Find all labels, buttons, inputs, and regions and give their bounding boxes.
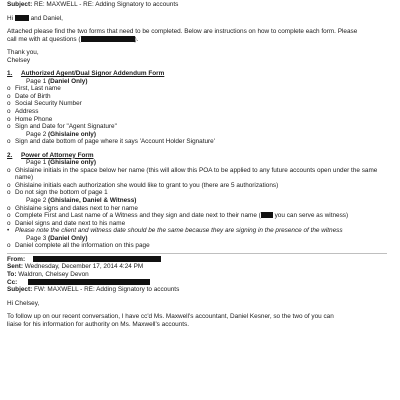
bullet-dot-icon: •	[7, 227, 10, 235]
redacted-phone	[81, 36, 135, 42]
page-label-text: Page 2	[26, 197, 47, 205]
list-item-text: Do not sign the bottom of page 1	[15, 189, 108, 197]
subject-text: RE: MAXWELL - RE: Adding Signatory to accounts	[34, 1, 179, 8]
page-label-text: Page 3	[26, 234, 47, 242]
page-label-text: Page 1	[26, 77, 47, 85]
section-1-page-2-label	[7, 131, 393, 139]
bullet-circle-icon: o	[7, 242, 11, 250]
bullet-circle-icon: o	[7, 115, 11, 123]
bullet-circle-icon: o	[7, 181, 11, 189]
page-who-text: (Ghislaine only)	[48, 130, 96, 138]
bullet-circle-icon: o	[7, 219, 11, 227]
intro-line-2-pre: call me with at questions (	[7, 35, 81, 43]
list-item-text: Social Security Number	[15, 100, 82, 108]
list-item-text: Home Phone	[15, 115, 53, 123]
subject-label: Subject:	[7, 286, 33, 294]
list-item	[7, 85, 393, 93]
redacted-sender	[33, 256, 161, 262]
subject-line-2	[7, 286, 393, 294]
bullet-circle-icon: o	[7, 92, 11, 100]
sent-label: Sent:	[7, 263, 23, 271]
body-line-1: To follow up on our recent conversation, I have cc'd Ms. Maxwell's accountant, Daniel Kesner, so the two of you can	[7, 313, 334, 321]
list-item-text: Sign and date bottom of page where it says 'Account Holder Signature'	[15, 138, 215, 146]
from-label: From:	[7, 255, 26, 263]
section-2-page-2-label	[7, 197, 393, 205]
list-item	[7, 220, 393, 228]
section-2-page-3-label	[7, 235, 393, 243]
page-who-text: (Ghislaine only)	[48, 159, 96, 167]
bullet-circle-icon: o	[7, 100, 11, 108]
section-1-number: 1.	[7, 70, 13, 78]
to-line	[7, 271, 393, 279]
note-text: Please note the client and witness date should be the same because they are signing in the presence of the witness	[15, 227, 343, 235]
bullet-circle-icon: o	[7, 189, 11, 197]
list-item-text: Date of Birth	[15, 92, 51, 100]
bullet-circle-icon: o	[7, 123, 11, 131]
list-item	[7, 189, 393, 197]
list-item	[7, 205, 393, 213]
bullet-circle-icon: o	[7, 204, 11, 212]
list-item-text: Ghislaine initials each authorization she would like to grant to you (there are 5 authorizations)	[15, 181, 279, 189]
sent-value: Wednesday, December 17, 2014 4:24 PM	[24, 263, 144, 271]
list-item	[7, 138, 393, 146]
section-2-page-1-label	[7, 159, 393, 167]
list-item	[7, 108, 393, 116]
page-who-text: (Ghislaine, Daniel & Witness)	[48, 197, 137, 205]
witness-text-post: you can serve as witness)	[274, 212, 349, 220]
bullet-circle-icon: o	[7, 108, 11, 116]
list-item-text: Sign and Date for "Agent Signature"	[15, 123, 117, 131]
greeting-2: Hi Chelsey,	[7, 299, 40, 307]
intro-line-2	[7, 36, 393, 44]
signature-line: Chelsey	[7, 56, 31, 64]
list-item	[7, 167, 393, 182]
list-item	[7, 93, 393, 101]
section-1-title-text: Authorized Agent/Dual Signor Addendum Form	[21, 70, 165, 78]
section-1-title	[7, 70, 393, 78]
greeting	[7, 15, 393, 23]
list-item	[7, 242, 393, 250]
intro-line-1: Attached please find the two forms that need to be completed. Below are instructions on how to complete each form. Please	[7, 28, 358, 36]
list-item	[7, 100, 393, 108]
list-item-text: Address	[15, 108, 39, 116]
page-label-text: Page 2	[26, 130, 47, 138]
greeting-post: and Daniel,	[30, 14, 63, 22]
section-2-title	[7, 152, 393, 160]
section-1-page-1-label	[7, 78, 393, 86]
redacted-name	[15, 15, 29, 21]
list-item	[7, 212, 393, 220]
to-value: Waldron, Chelsey Devon	[18, 270, 89, 278]
greeting-pre: Hi	[7, 14, 14, 22]
bullet-circle-icon: o	[7, 212, 11, 220]
list-item	[7, 116, 393, 124]
list-item-text	[15, 212, 393, 220]
subject-line	[7, 1, 393, 9]
note-item	[7, 227, 393, 235]
body-line-2: liaise for his information for authority on Ms. Maxwell's accounts.	[7, 320, 190, 328]
list-item-text: Daniel complete all the information on this page	[15, 242, 150, 250]
thanks-line: Thank you,	[7, 49, 39, 57]
witness-text-pre: Complete First and Last name of a Witness and they sign and date next to their name (	[15, 212, 261, 220]
subject-text: FW: MAXWELL - RE: Adding Signatory to accounts	[34, 286, 180, 294]
list-item	[7, 123, 393, 131]
list-item	[7, 182, 393, 190]
from-line	[7, 256, 393, 264]
list-item-text: Ghislaine signs and dates next to her name	[15, 204, 138, 212]
page-who-text: (Daniel Only)	[48, 234, 88, 242]
intro-line-2-post: ).	[134, 35, 139, 43]
list-item-text: Daniel signs and date next to his name	[15, 219, 126, 227]
email-document	[7, 0, 393, 400]
divider	[7, 253, 387, 254]
bullet-circle-icon: o	[7, 85, 11, 93]
page-who-text: (Daniel Only)	[48, 77, 88, 85]
page-label-text: Page 1	[26, 159, 47, 167]
list-item-text: Ghislaine initials in the space below her name (this will allow this POA to be applied to any future accounts open under the same name)	[15, 166, 378, 182]
cc-label: Cc:	[7, 278, 18, 286]
to-label: To:	[7, 270, 17, 278]
bullet-circle-icon: o	[7, 138, 11, 146]
section-2-title-text: Power of Attorney Form	[21, 151, 94, 159]
list-item-text: First, Last name	[15, 85, 61, 93]
section-2-number: 2.	[7, 151, 13, 159]
subject-label: Subject:	[7, 1, 33, 8]
sent-line	[7, 263, 393, 271]
bullet-circle-icon: o	[7, 166, 11, 174]
redacted-name	[261, 212, 273, 218]
cc-line	[7, 279, 393, 287]
redacted-cc	[28, 279, 150, 285]
